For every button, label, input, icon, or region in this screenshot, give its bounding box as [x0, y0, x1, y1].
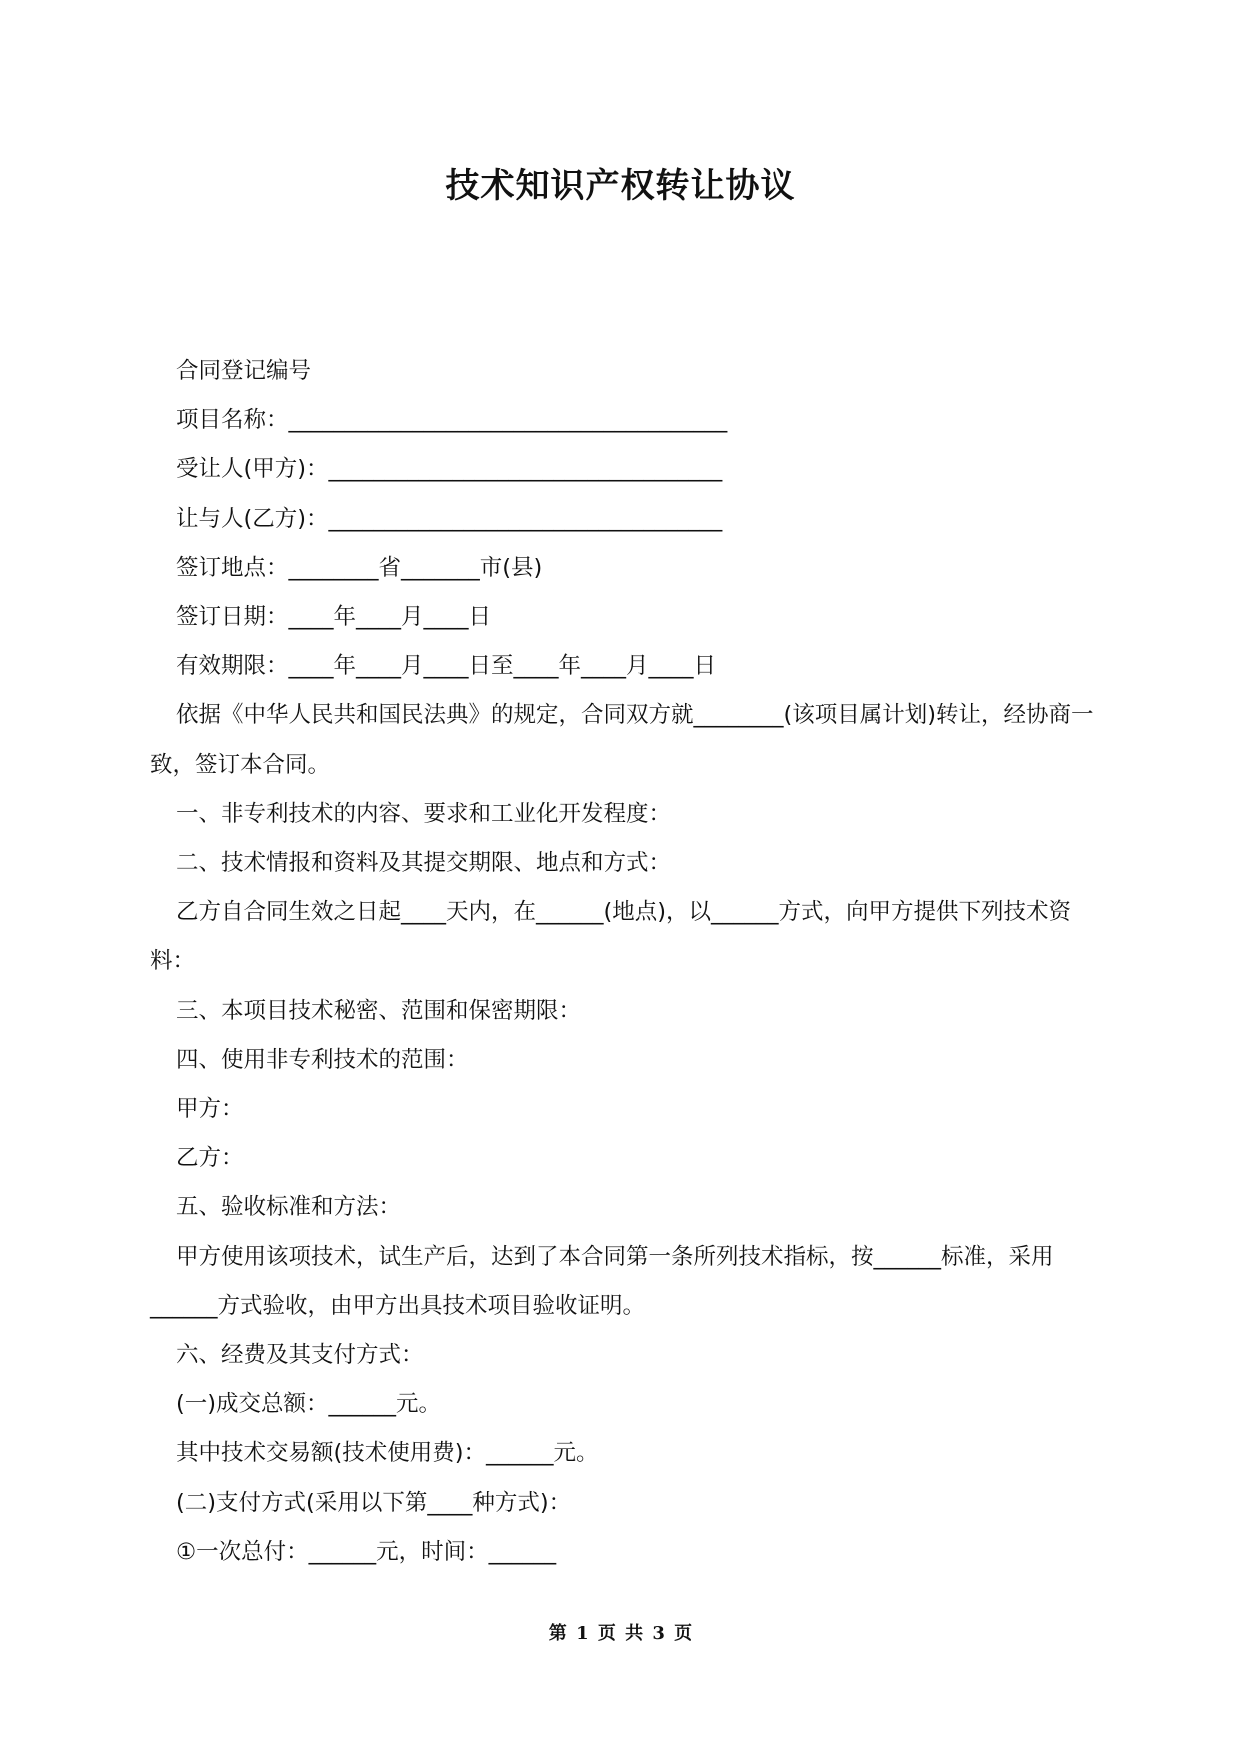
- section-5-paragraph: 甲方使用该项技术，试生产后，达到了本合同第一条所列技术指标，按______标准，采用______方式验收，由甲方出具技术项目验收证明。: [150, 1243, 1054, 1319]
- document-title: 技术知识产权转让协议: [445, 166, 796, 206]
- project-name-field: 项目名称：_______________________________________: [176, 407, 728, 434]
- validity-period-field: 有效期限：____年____月____日至____年____月____日: [176, 653, 717, 680]
- total-amount-line: (一)成交总额：______元。: [176, 1391, 442, 1418]
- page-number-footer: 第 1 页 共 3 页: [548, 1623, 693, 1644]
- section-5-heading: 五、验收标准和方法：: [176, 1194, 402, 1221]
- section-6-heading: 六、经费及其支付方式：: [176, 1342, 424, 1369]
- contract-registration-number: 合同登记编号: [176, 358, 312, 384]
- party-a-line: 甲方：: [176, 1096, 244, 1123]
- section-3-heading: 三、本项目技术秘密、范围和保密期限：: [176, 997, 582, 1024]
- section-4-heading: 四、使用非专利技术的范围：: [176, 1046, 469, 1073]
- transferee-party-a-field: 受让人(甲方)：___________________________________: [176, 456, 723, 483]
- preamble-paragraph: 依据《中华人民共和国民法典》的规定，合同双方就________(该项目属计划)转让，经协商一致，签订本合同。: [150, 702, 1094, 778]
- party-b-line: 乙方：: [176, 1145, 244, 1172]
- signing-place-field: 签订地点：________省_______市(县): [176, 554, 543, 581]
- section-1-heading: 一、非专利技术的内容、要求和工业化开发程度：: [176, 800, 672, 827]
- section-2-paragraph: 乙方自合同生效之日起____天内，在______(地点)，以______方式，向甲方提供下列技术资料：: [150, 899, 1072, 975]
- lump-sum-payment-line: ①一次总付：______元，时间：______: [176, 1538, 557, 1565]
- signing-date-field: 签订日期：____年____月____日: [176, 604, 492, 631]
- transferor-party-b-field: 让与人(乙方)：___________________________________: [176, 505, 723, 532]
- document-body: [150, 347, 1100, 1577]
- section-2-heading: 二、技术情报和资料及其提交期限、地点和方式：: [176, 850, 672, 877]
- payment-method-line: (二)支付方式(采用以下第____种方式)：: [176, 1489, 572, 1516]
- technology-fee-line: 其中技术交易额(技术使用费)：______元。: [176, 1440, 599, 1467]
